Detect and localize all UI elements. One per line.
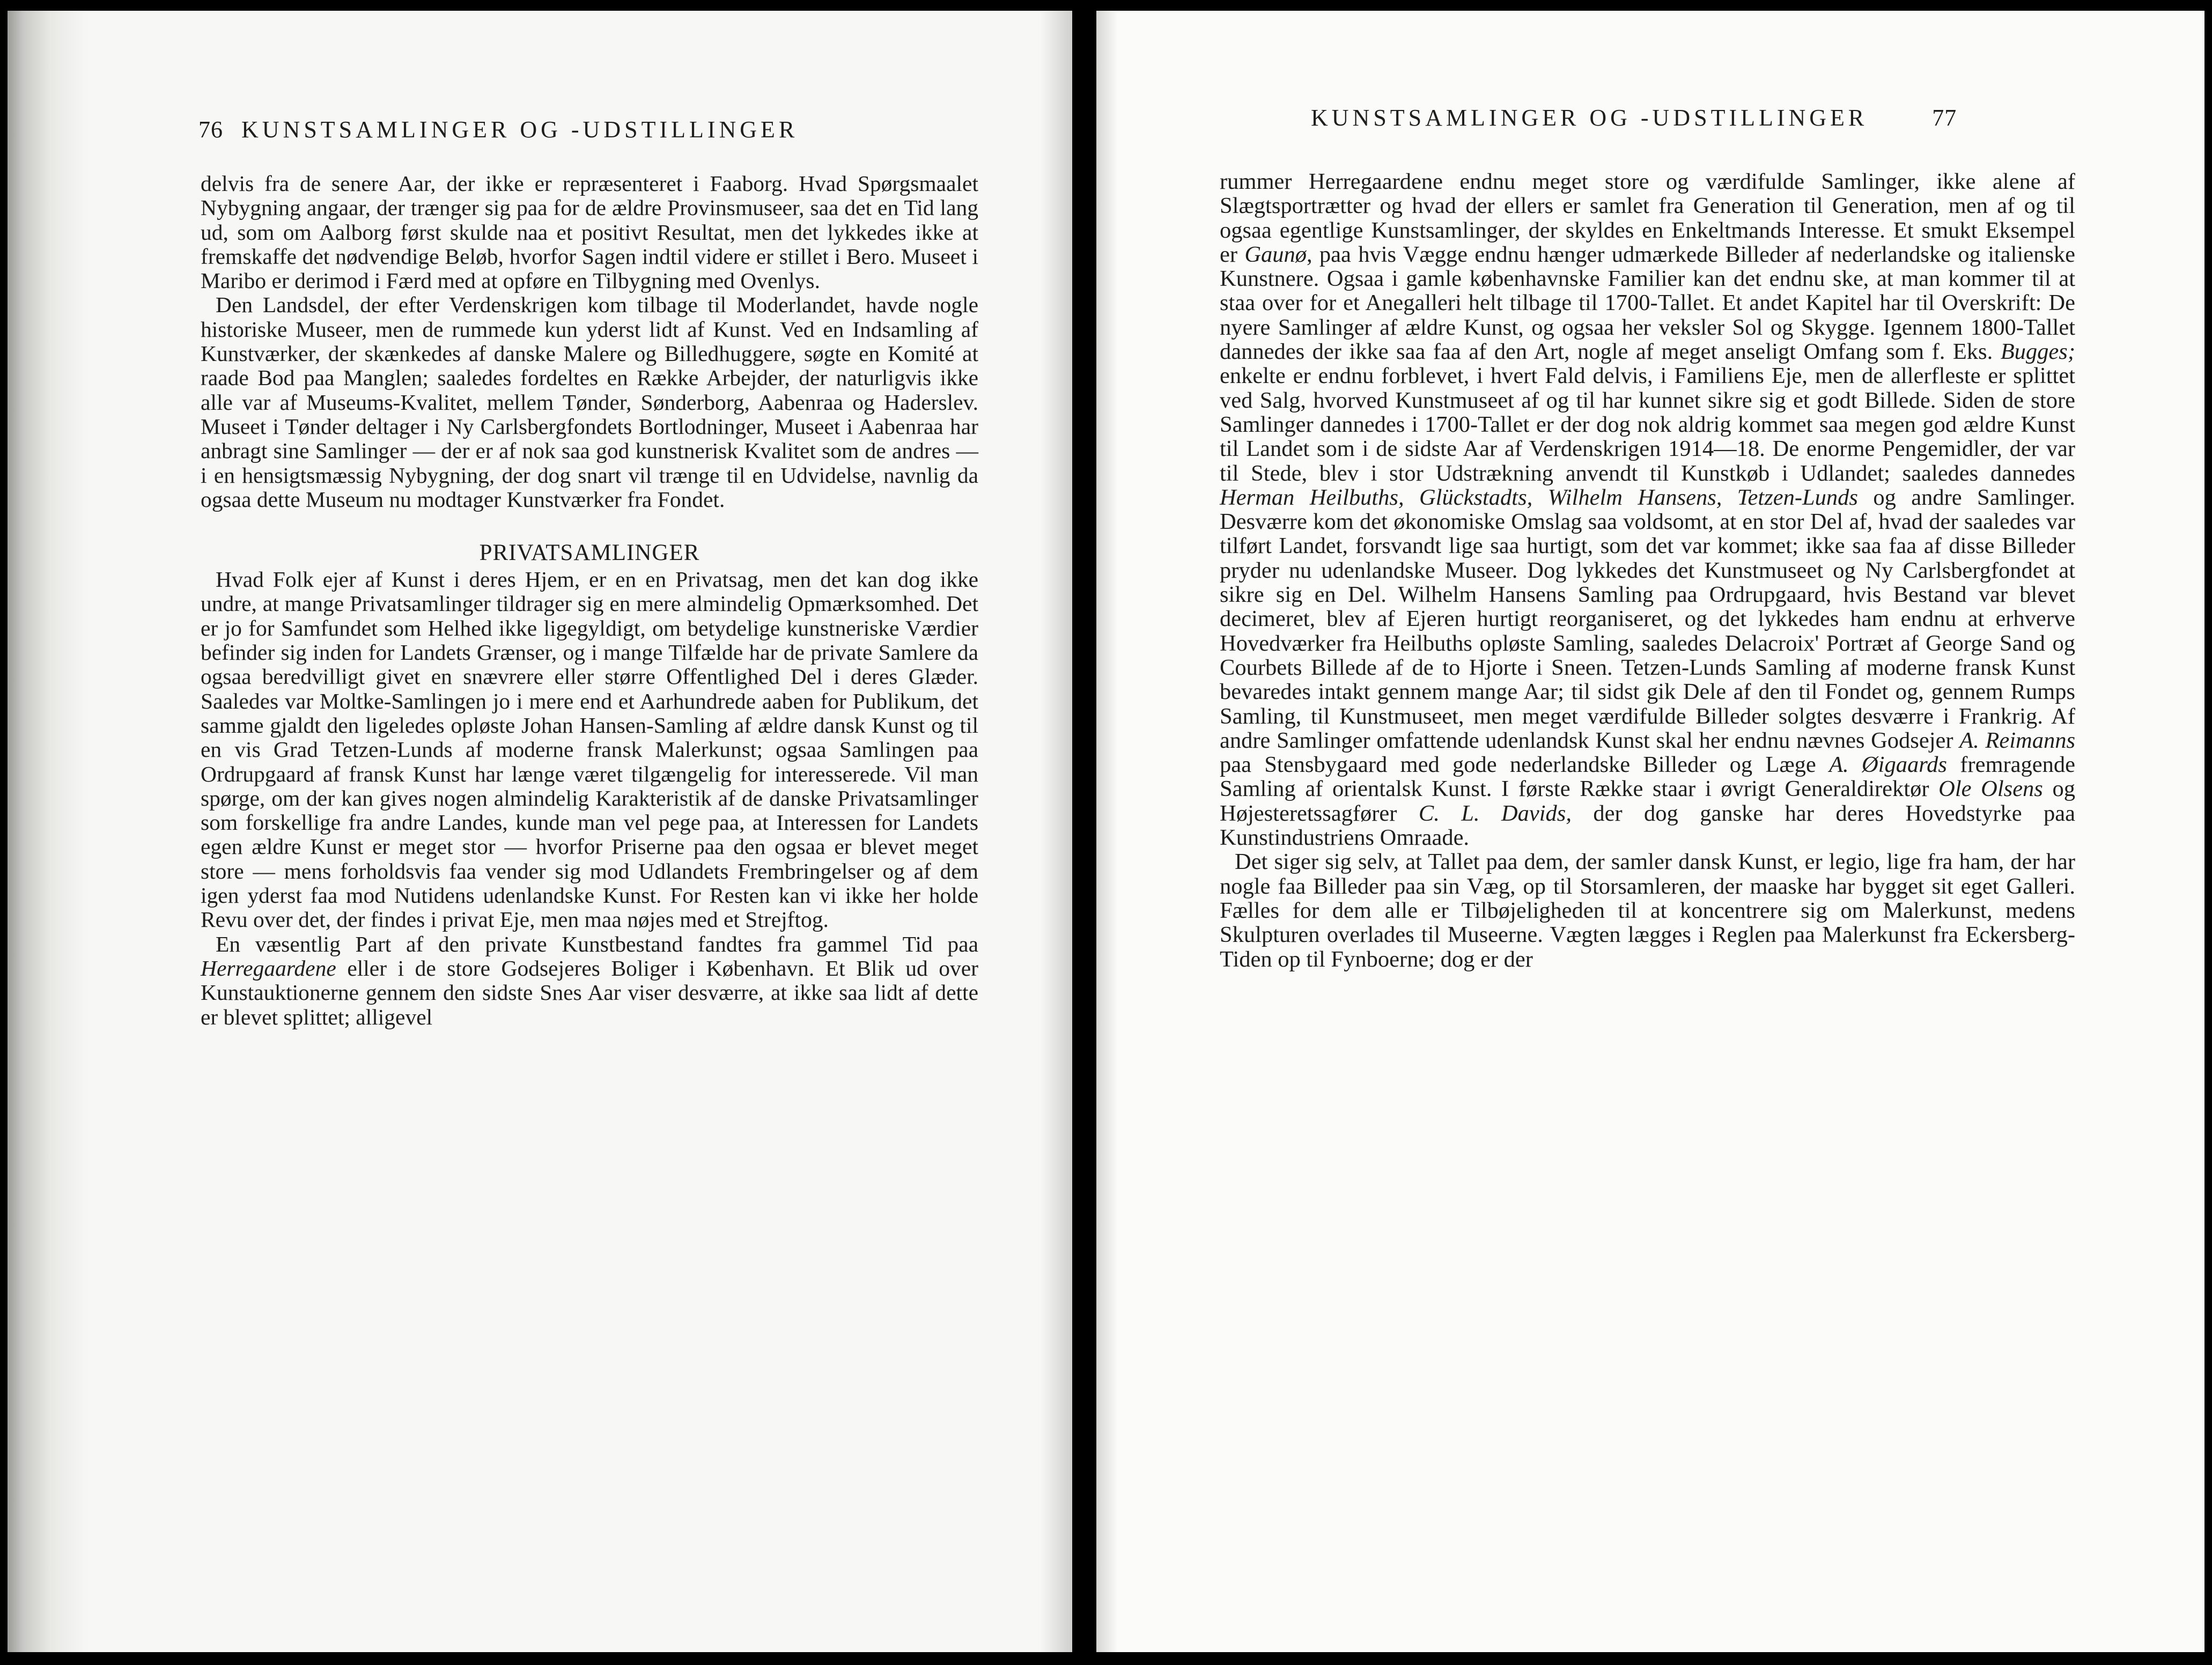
section-title: PRIVATSAMLINGER — [479, 540, 700, 566]
right-running-head — [1311, 104, 1957, 131]
left-running-head — [198, 116, 798, 143]
gutter-shadow — [1040, 11, 1072, 1652]
italic-term: A. Reimanns — [1959, 727, 2075, 753]
page-edge-shadow — [8, 11, 88, 1652]
left-page — [8, 11, 1072, 1652]
paragraph: rummer Herregaardene endnu meget store og værdifulde Samlinger, ikke alene af Slægtsportrætter og hvad der ellers er samlet fra Generation til Generation, men af og til ogsaa egentlige Kunstsamlinger, der skyldes en Enkeltmands Interesse. Et smukt Eksempel er Gaunø, paa hvis Vægge endnu hænger udmærkede Billeder af nederlandske og italienske Kunstnere. Ogsaa i gamle københavnske Familier kan det endnu ske, at man kommer til at staa over for et Anegalleri helt tilbage til 1700-Tallet. Et andet Kapitel har til Overskrift: De nyere Samlinger af ældre Kunst, og ogsaa her veksler Sol og Skygge. Igennem 1800-Tallet dannedes der ikke saa faa af den Art, nogle af meget anseligt Omfang som f. Eks. Bugges; enkelte er endnu forblevet, i hvert Fald delvis, i Familiens Eje, men de allerfleste er splittet ved Salg, hvorved Kunstmuseet af og til har kunnet sikre sig et godt Billede. Siden de store Samlinger dannedes i 1700-Tallet er der dog nok aldrig kommet saa megen god ældre Kunst til Landet som i de sidste Aar af Verdenskrigen 1914—18. De enorme Pengemidler, der var til Stede, blev i stor Udstrækning anvendt til Kunstkøb i Udlandet; saaledes dannedes Herman Heilbuths, Glückstadts, Wilhelm Hansens, Tetzen-Lunds og andre Samlinger. Desværre kom det økonomiske Omslag saa voldsomt, at en stor Del af, hvad der saaledes var tilført Landet, forsvandt lige saa hurtigt, som det var kommet; ikke saa faa af disse Billeder pryder nu udenlandske Museer. Dog lykkedes det Kunstmuseet og Ny Carlsbergfondet at sikre sig en Del. Wilhelm Hansens Samling paa Ordrupgaard, hvis Bestand var blevet decimeret, blev af Ejeren hurtigt reorganiseret, og det lykkedes ham endnu at erhverve Hovedværker fra Heilbuths opløste Samling, saaledes Delacroix' Portræt af George Sand og Courbets Billede af de to Hjorte i Sneen. Tetzen-Lunds Samling af moderne fransk Kunst bevaredes intakt gennem mange Aar; til sidst gik Dele af den til Fondet og, gennem Rumps Samling, til Kunstmuseet, men meget værdifulde Billeder solgtes desværre i Frankrig. Af andre Samlinger omfattende udenlandsk Kunst skal her endnu nævnes Godsejer A. Reimanns paa Stensbygaard med gode nederlandske Billeder og Læge A. Øigaards fremragende Samling af orientalsk Kunst. I første Række staar i øvrigt Generaldirektør Ole Olsens og Højesteretssagfører C. L. Davids, der dog ganske har deres Hovedstyrke paa Kunstindustriens Omraade. — [1220, 169, 2076, 851]
right-page — [1096, 11, 2204, 1652]
paragraph: Den Landsdel, der efter Verdenskrigen kom tilbage til Moderlandet, havde nogle historiske Museer, men de rummede kun yderst lidt af Kunst. Ved en Indsamling af Kunstværker, der skænkedes af danske Malere og Billedhuggere, søgte en Komité at raade Bod paa Manglen; saaledes fordeltes en Række Arbejder, der naturligvis ikke alle var af Museums-Kvalitet, mellem Tønder, Sønderborg, Aabenraa og Haderslev. Museet i Tønder deltager i Ny Carlsbergfondets Bortlodninger, Museet i Aabenraa har anbragt sine Samlinger — der er af nok saa god kunstnerisk Kvalitet som de andres — i en hensigtsmæssig Nybygning, der dog snart vil trænge til en Udvidelse, navnlig da ogsaa dette Museum nu modtager Kunstværker fra Fondet. — [201, 292, 978, 512]
italic-term: A. Øigaards — [1829, 752, 1947, 778]
page-number: 77 — [1932, 105, 1957, 131]
italic-term: Ole Olsens — [1938, 776, 2043, 802]
paragraph: En væsentlig Part af den private Kunstbestand fandtes fra gammel Tid paa Herregaardene eller i de store Godsejeres Boliger i København. Et Blik ud over Kunstauktionerne gennem den sidste Snes Aar viser desværre, at ikke saa lidt af dette er blevet splittet; alligevel — [201, 931, 978, 1029]
left-body-text — [201, 172, 978, 1029]
italic-term: Gaunø — [1244, 241, 1307, 267]
gutter-shadow — [1096, 11, 1118, 1652]
italic-term: Herman Heilbuths, Glückstadts, Wilhelm Hansens, Tetzen-Lunds — [1220, 484, 1858, 510]
paragraph: delvis fra de senere Aar, der ikke er repræsenteret i Faaborg. Hvad Spørgsmaalet Nybygning angaar, der trænger sig paa for de ældre Provinsmuseer, saa det en Tid lang ud, som om Aalborg først skulde naa et positivt Resultat, men det lykkedes ikke at fremskaffe det nødvendige Beløb, hvorfor Sagen indtil videre er stillet i Bero. Museet i Maribo er derimod i Færd med at opføre en Tilbygning med Ovenlys. — [201, 171, 978, 293]
italic-term: Bugges; — [2000, 339, 2075, 365]
page-number: 76 — [198, 116, 223, 143]
paragraph: Det siger sig selv, at Tallet paa dem, der samler dansk Kunst, er legio, lige fra ham, der har nogle faa Billeder paa sin Væg, op til Storsamleren, der maaske har bygget sit eget Galleri. Fælles for dem alle er Tilbøjeligheden til at koncentrere sig om Malerkunst, medens Skulpturen overlades til Museerne. Vægten lægges i Reglen paa Malerkunst fra Eckersberg-Tiden op til Fynboerne; dog er der — [1220, 849, 2075, 972]
running-head-title: KUNSTSAMLINGER OG -UDSTILLINGER — [1311, 105, 1868, 131]
paragraph: Hvad Folk ejer af Kunst i deres Hjem, er en en Privatsag, men det kan dog ikke undre, at mange Privatsamlinger tildrager sig en mere almindelig Opmærksomhed. Det er jo for Samfundet som Helhed ikke ligegyldigt, om betydelige kunstneriske Værdier befinder sig inden for Landets Grænser, og i mange Tilfælde har de private Samlere da ogsaa beredvilligt givet en snævrere eller større Offentlighed Del i deres Glæder. Saaledes var Moltke-Samlingen jo i mere end et Aarhundrede aaben for Publikum, det samme gjaldt den ligeledes opløste Johan Hansen-Samling af ældre dansk Kunst og til en vis Grad Tetzen-Lunds af moderne fransk Malerkunst; ogsaa Samlingen paa Ordrupgaard af fransk Kunst har længe været tilgængelig for interesserede. Vil man spørge, om der kan gives nogen almindelig Karakteristik af de danske Privatsamlinger som forskellige fra andre Landes, kunde man vel pege paa, at Interessen for Landets egen ældre Kunst er meget stor — hvorfor Priserne paa den ogsaa er blevet meget store — mens forholdsvis faa vender sig mod Udlandets Frembringelser og af dem igen yderst faa mod Nutidens udenlandske Kunst. For Resten kan vi ikke her holde Revu over det, der findes i privat Eje, men maa nøjes med et Strejftog. — [201, 567, 978, 932]
running-head-title: KUNSTSAMLINGER OG -UDSTILLINGER — [241, 116, 799, 143]
italic-term: C. L. Davids, — [1418, 800, 1572, 826]
italic-term: Herregaardene — [201, 955, 336, 981]
right-body-text — [1220, 170, 2075, 971]
